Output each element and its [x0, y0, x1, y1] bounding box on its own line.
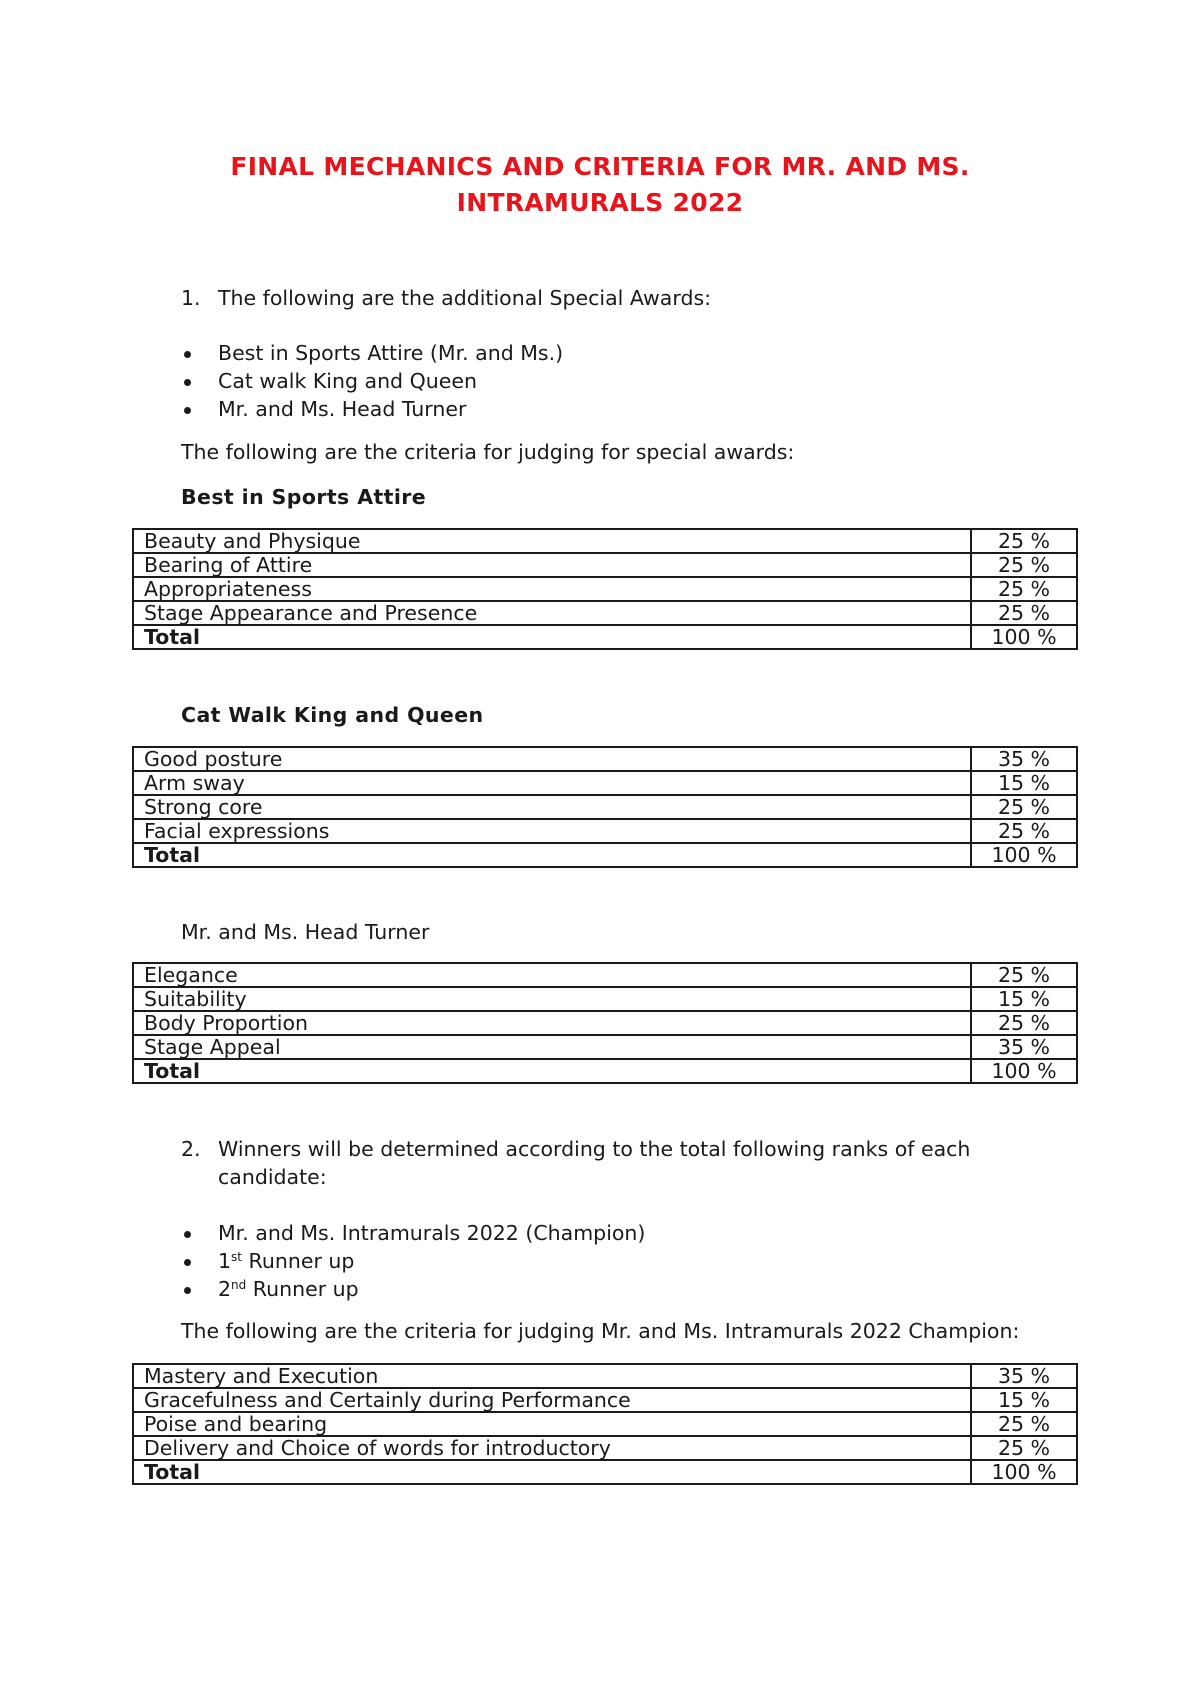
criterion-cell: Beauty and Physique: [133, 529, 971, 553]
percent-cell: 15 %: [971, 987, 1077, 1011]
percent-cell: 25 %: [971, 819, 1077, 843]
bullet-icon: [184, 1287, 191, 1294]
bullet-icon: [184, 1231, 191, 1238]
table-row: [133, 819, 1077, 843]
bullet-icon: [184, 1259, 191, 1266]
table-row: [133, 963, 1077, 987]
total-label: Total: [133, 1460, 971, 1484]
criteria-table-champion: [132, 1363, 1078, 1485]
item-text: Winners will be determined according to the total following ranks of each candidate:: [218, 1137, 971, 1189]
bullet-icon: [184, 407, 191, 414]
document-page: FINAL MECHANICS AND CRITERIA FOR MR. AND MS. INTRAMURALS 2022 1. The following are the additional Special Awards: Best in Sports Attire (Mr. and Ms.) Cat walk King and Queen Mr. and Ms. Head Turner The following are the criteria for judging for special awards: Best in Sports Attire Beauty and Physique 25 % Bearing of Attire 25 % Appropriateness 25 % Stage Appearance and Presence 25 % Total 100 % Cat Walk King and Queen Good posture 35 % Arm sway 15 % Strong core 25 % Facial expressions 25 % Total 100 % Mr. and Ms. Head Turner Elegance 25 % Suitability 15 % Body Proportion 25 % Stage Appeal 35 % Total 100 % 2. Winners will be determined according to the total following ranks of each candidate: Mr. and Ms. Intramurals 2022 (Champion) 1st Runner up 2nd Runner up The following are the criteria for judging Mr. and Ms. Intramurals 2022 Champion: Mastery and Execution 35 % Gracefulness and Certainly during Performance 15 % Poise and bearing 25 % Delivery and Choice of words for introductory 25 % Total 100 %: [0, 0, 1200, 1698]
percent-cell: 25 %: [971, 529, 1077, 553]
table-row: [133, 771, 1077, 795]
total-percent: 100 %: [971, 1059, 1077, 1083]
percent-cell: 25 %: [971, 601, 1077, 625]
table-total-row: [133, 1059, 1077, 1083]
criterion-cell: Facial expressions: [133, 819, 971, 843]
table-total-row: [133, 625, 1077, 649]
table-total-row: [133, 843, 1077, 867]
criterion-cell: Gracefulness and Certainly during Performance: [133, 1388, 971, 1412]
table-row: [133, 1388, 1077, 1412]
total-percent: 100 %: [971, 625, 1077, 649]
criterion-cell: Stage Appeal: [133, 1035, 971, 1059]
special-awards-criteria-intro: The following are the criteria for judging for special awards:: [181, 440, 795, 464]
total-percent: 100 %: [971, 843, 1077, 867]
total-percent: 100 %: [971, 1460, 1077, 1484]
percent-cell: 25 %: [971, 795, 1077, 819]
item-text: The following are the additional Special Awards:: [218, 286, 712, 310]
percent-cell: 35 %: [971, 747, 1077, 771]
table-row: [133, 795, 1077, 819]
criteria-table-cat-walk: [132, 746, 1078, 868]
item-number: 1.: [181, 286, 201, 310]
criterion-cell: Elegance: [133, 963, 971, 987]
percent-cell: 15 %: [971, 771, 1077, 795]
item-number: 2.: [181, 1137, 201, 1161]
percent-cell: 25 %: [971, 1436, 1077, 1460]
table-row: [133, 1412, 1077, 1436]
table-row: [133, 529, 1077, 553]
criterion-cell: Poise and bearing: [133, 1412, 971, 1436]
table-row: [133, 1436, 1077, 1460]
table-row: [133, 987, 1077, 1011]
percent-cell: 25 %: [971, 1011, 1077, 1035]
champion-criteria-intro: The following are the criteria for judging Mr. and Ms. Intramurals 2022 Champion:: [181, 1319, 1020, 1343]
criterion-cell: Mastery and Execution: [133, 1364, 971, 1388]
percent-cell: 25 %: [971, 553, 1077, 577]
table-row: [133, 747, 1077, 771]
percent-cell: 15 %: [971, 1388, 1077, 1412]
criterion-cell: Arm sway: [133, 771, 971, 795]
criterion-cell: Suitability: [133, 987, 971, 1011]
criterion-cell: Delivery and Choice of words for introductory: [133, 1436, 971, 1460]
total-label: Total: [133, 1059, 971, 1083]
document-title-line-1: FINAL MECHANICS AND CRITERIA FOR MR. AND MS.: [230, 152, 970, 181]
percent-cell: 35 %: [971, 1035, 1077, 1059]
criterion-cell: Bearing of Attire: [133, 553, 971, 577]
total-label: Total: [133, 843, 971, 867]
section-heading-sports-attire: Best in Sports Attire: [181, 485, 427, 509]
bullet-icon: [184, 351, 191, 358]
section-heading-cat-walk: Cat Walk King and Queen: [181, 703, 484, 727]
table-row: [133, 1364, 1077, 1388]
percent-cell: 25 %: [971, 577, 1077, 601]
table-total-row: [133, 1460, 1077, 1484]
criteria-table-head-turner: [132, 962, 1078, 1084]
percent-cell: 25 %: [971, 963, 1077, 987]
table-row: [133, 1035, 1077, 1059]
criterion-cell: Appropriateness: [133, 577, 971, 601]
section-heading-head-turner: Mr. and Ms. Head Turner: [181, 920, 430, 944]
table-row: [133, 577, 1077, 601]
criteria-table-sports-attire: [132, 528, 1078, 650]
document-title-line-2: INTRAMURALS 2022: [456, 188, 744, 217]
bullet-icon: [184, 379, 191, 386]
table-row: [133, 553, 1077, 577]
criterion-cell: Good posture: [133, 747, 971, 771]
total-label: Total: [133, 625, 971, 649]
criterion-cell: Body Proportion: [133, 1011, 971, 1035]
criterion-cell: Strong core: [133, 795, 971, 819]
table-row: [133, 601, 1077, 625]
percent-cell: 35 %: [971, 1364, 1077, 1388]
table-row: [133, 1011, 1077, 1035]
criterion-cell: Stage Appearance and Presence: [133, 601, 971, 625]
percent-cell: 25 %: [971, 1412, 1077, 1436]
